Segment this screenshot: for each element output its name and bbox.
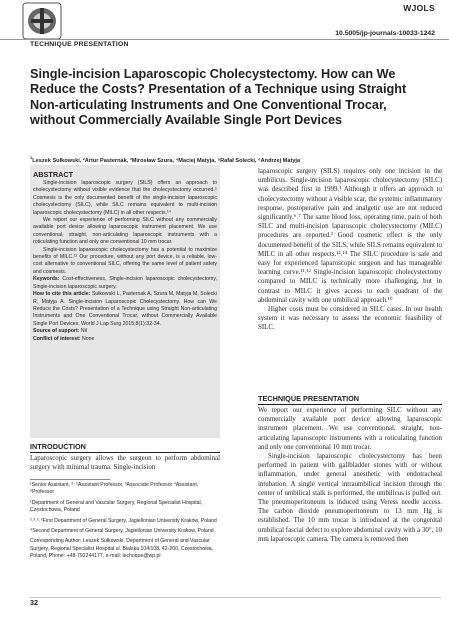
doi: 10.5005/jp-journals-10033-1242 [335, 30, 435, 37]
affiliation-2: ²˒³˒⁵˒⁶First Department of General Surgery, Jagiellonian University Kraków, Poland [30, 517, 217, 524]
technique-paragraph-2: Single-incision laparoscopic cholecystectomy has been performed in patient with gallbladder stones with or without inflammation, under general anesthetic with endotracheal intubation. A single vertical intraumbilical incision through the center of umbilical stalk is performed, the umbilicus is pulled out. The pneumoperitoneum is induced using Veress needle access. The carbon dioxide pneumoperitoneum to 13 mm Hg is established. The 10 mm trocar is introduced at the congenital umbilical fascial defect to explore abdominal cavity with a 30°, 10 mm laparoscopic camera. The camera is removed then [258, 453, 442, 543]
corresponding-author: Corresponding Author: Leszek Sułkowski, Department of General and Vascular Surgery, Regional Specialist Hospital ul. Bialska 104/108, 42-200, Częstochowa, Poland, Phone: +48-792244177, e-mail: lechoque@wp.pl [30, 538, 214, 560]
author-roles: ¹Senior Assistant, ²⁻⁵Assistant Professor, ³Associate Professor ⁴Assistant, ⁶Professor [30, 482, 199, 496]
conflict-value: None [82, 335, 95, 342]
technique-body [258, 406, 442, 544]
affiliations [30, 482, 220, 561]
introduction-text: Laparoscopic surgery allows the surgeon to perform abdominal surgery with minimal trauma. Single-incision [30, 455, 220, 472]
keywords: Cost-effectiveness, Single-incision laparoscopic cholecystectomy, Single-incision laparoscopic surgery. [33, 276, 217, 290]
affiliation-1: ¹Department of General and Vascular Surgery, Regional Specialist Hospital, Częstochowa, Poland [30, 499, 203, 514]
support-value: Nil [80, 328, 87, 335]
affiliation-3: ⁴Second Department of General Surgery, Jagiellonian University Krakow, Poland [30, 528, 214, 535]
header-rule [0, 39, 449, 40]
author-list: $^1$Leszek Sułkowski, ²Artur Pasternak, ³Mirosław Szura, ⁴Maciej Matyja, ⁵Rafał Solecki, ⁶Andrzej Matyja [30, 155, 301, 164]
abstract-body [33, 180, 217, 343]
intro-continued: laparoscopic surgery (SILS) requires only one incision in the umbilicus. Single-incision laparoscopic cholecystectomy (SILC) was described first in 1999.¹ Although it offers an approach to cholecystectomy without a visible scar, the systemic inflammatory response, postoperative pain and analgetic use are not reduced significantly.⁶˒⁷ The same blood loss, operating time, pain of both SILC and multi-incision laparoscopic cholecystectomy (MILC) procedures are reported.² Good cosmetic effect is the only documented benefit of the SILS, while SILS remains equivalent to MILC in all other respects.¹²˒¹⁴ The SILC procedure is safe and easy for experienced laparoscopic surgeon and has manageable learning curve.¹¹˒¹² Single-incision laparoscopic cholecystectomy compared to MILC is technically more challenging, but in contrast to MILC it gives access to each quadrant of the abdominal cavity with one umbilical approach.¹⁰ [258, 168, 442, 304]
keywords-label: Keywords: [33, 276, 60, 283]
technique-rule [258, 404, 442, 405]
abstract-paragraph-1: Single-incision laparoscopic surgery (SILS) offers an approach to cholecystectomy without visible evidence that the cholecystectomy occurred.⁵ Cosmesis is the only documented benefit of the single-incision laparoscopic cholecystectomy (SILC), while SILC remains equivalent to multi-incision laparoscopic cholecystectomy (MILC) in all other respects.¹⁴ [33, 180, 217, 216]
right-column-body [258, 167, 442, 333]
journal-logo [22, 2, 62, 40]
citation: Sułkowski L, Pasternak A, Szura M, Matyja M, Solecki R, Matyja A. Single-incision Laparoscopic Cholecystectomy. How can We Reduce the Costs? Presentation of a Technique using Straight Non-articulating Instruments and One Conventional Trocar, without Commercially Available Single Port Devices. World J Lap Surg 2015;8(1):32-34. [33, 291, 218, 327]
footnote-rule [30, 479, 110, 480]
conflict-label: Conflict of interest: [33, 335, 81, 342]
introduction-rule [30, 452, 220, 453]
journal-name: WJOLS [403, 3, 435, 13]
abstract-paragraph-3: Single-incision laparoscopic cholecystectomy has a potential to maximize benefits of MILC.¹² Our procedure, without any port device, is a reliable, low-cost alternative to conventional SILC, offering the same level of patient safety and cosmesis. [33, 246, 217, 275]
article-title: Single-incision Laparoscopic Cholecystectomy. How can We Reduce the Costs? Presentation of a Technique using Straight Non-articulating Instruments and One Conventional Trocar, without Commercially Available Single Port Devices [30, 67, 407, 128]
support-label: Source of support: [33, 328, 80, 335]
technique-paragraph-1: We report our experience of performing SILC without any commercially available port device allowing laparoscopic instrument placement. We use conventional, straight, non-articulating laparoscopic instruments with a roticulating function and only one conventional 10 mm trocar. [258, 407, 442, 451]
author-names: Leszek Sułkowski, ²Artur Pasternak, ³Mirosław Szura, ⁴Maciej Matyja, ⁵Rafał Solecki, ⁶Andrzej Matyja [32, 157, 301, 164]
introduction-heading: INTRODUCTION [30, 442, 86, 451]
section-label: TECHNIQUE PRESENTATION [30, 41, 129, 48]
technique-heading: TECHNIQUE PRESENTATION [258, 394, 360, 403]
intro-paragraph-costs: Higher costs must be considered in SILC cases. In our health system it was necessary to assess the economic feasibility of SILC. [258, 306, 442, 332]
page-number: 32 [30, 598, 39, 607]
footer-rule [30, 597, 441, 598]
cite-label: How to cite this article: [33, 291, 91, 298]
abstract-paragraph-2: We report our experience of performing SILC without any commercially available port device allowing laparoscopic instrument placement. We use conventional, straight, non-articulating laparoscopic instruments with a roticulating function and only one conventional 10 mm trocar. [33, 217, 217, 246]
abstract-heading: ABSTRACT [33, 170, 74, 179]
